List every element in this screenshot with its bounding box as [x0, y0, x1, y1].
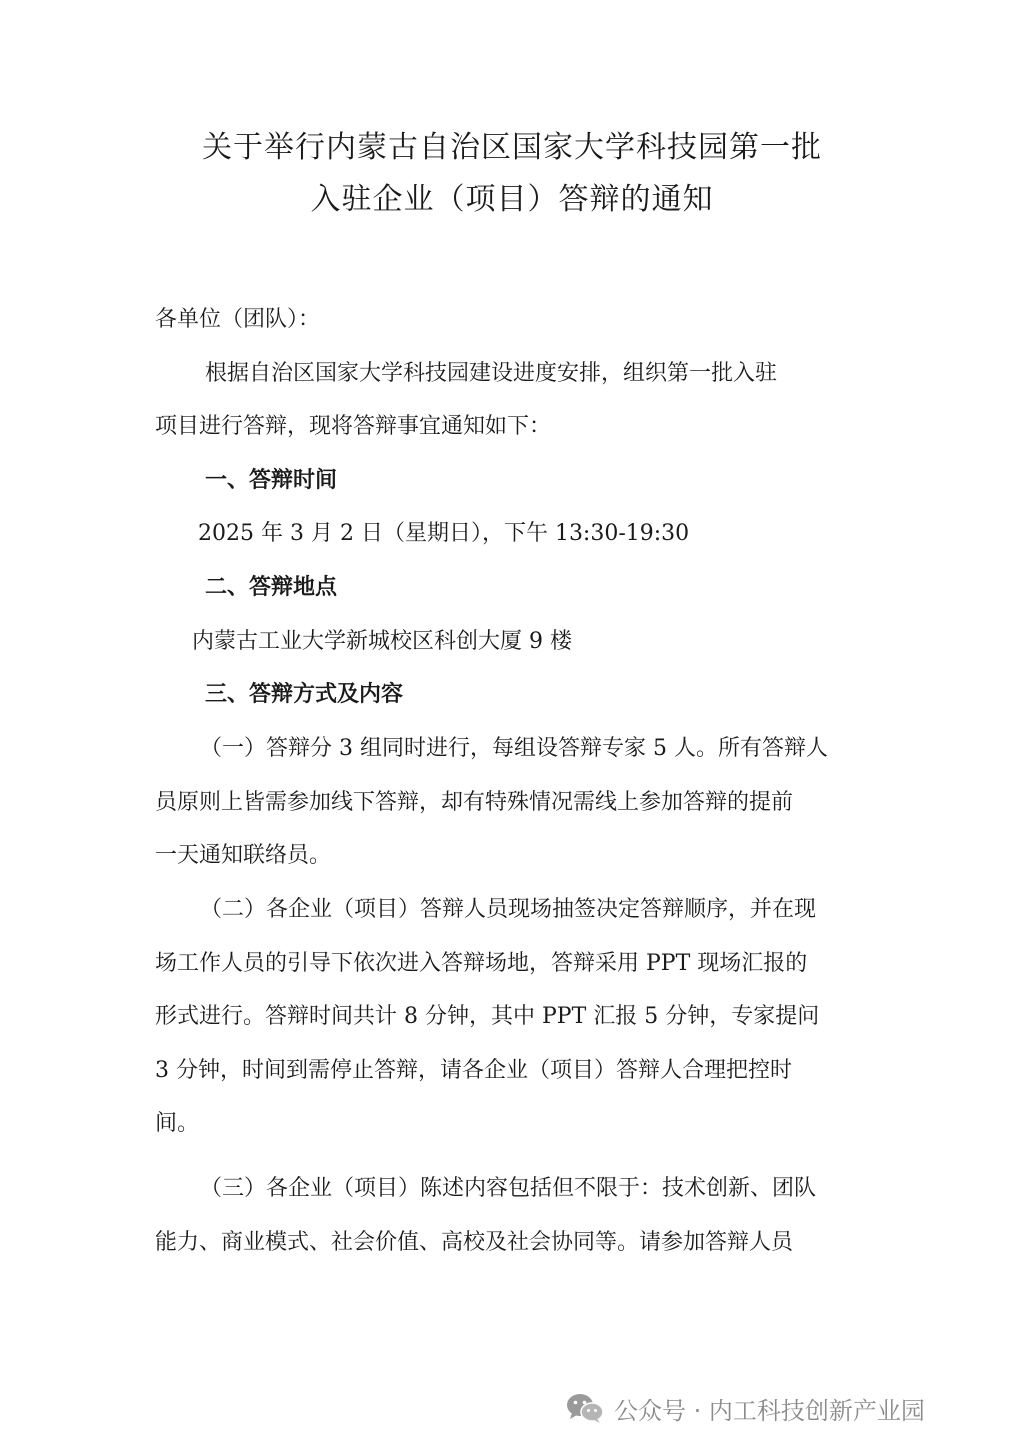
section-3-p2-line-2: 场工作人员的引导下依次进入答辩场地，答辩采用 PPT 现场汇报的 — [155, 951, 808, 976]
document-title-line-2: 入驻企业（项目）答辩的通知 — [310, 182, 714, 217]
intro-line-1: 根据自治区国家大学科技园建设进度安排，组织第一批入驻 — [205, 361, 778, 386]
document-title-line-1: 关于举行内蒙古自治区国家大学科技园第一批 — [202, 130, 822, 165]
section-3-p2-line-3: 形式进行。答辩时间共计 8 分钟，其中 PPT 汇报 5 分钟，专家提问 — [155, 1004, 820, 1029]
section-3-p3-line-1: （三）各企业（项目）陈述内容包括但不限于：技术创新、团队 — [200, 1176, 817, 1201]
section-3-heading: 三、答辩方式及内容 — [205, 682, 404, 707]
intro-line-2: 项目进行答辩，现将答辩事宜通知如下： — [155, 414, 552, 439]
section-3-p1-line-3: 一天通知联络员。 — [155, 843, 332, 868]
salutation: 各单位（团队）： — [155, 307, 321, 332]
section-1-text: 2025 年 3 月 2 日（星期日），下午 13:30-19:30 — [198, 521, 690, 546]
section-3-p1-line-2: 员原则上皆需参加线下答辩，却有特殊情况需线上参加答辩的提前 — [155, 790, 794, 815]
section-3-p2-line-1: （二）各企业（项目）答辩人员现场抽签决定答辩顺序，并在现 — [200, 897, 817, 922]
section-2-text: 内蒙古工业大学新城校区科创大厦 9 楼 — [192, 629, 572, 654]
wechat-icon — [566, 1392, 604, 1424]
section-3-p2-line-5: 间。 — [155, 1111, 200, 1136]
section-3-p3-line-2: 能力、商业模式、社会价值、高校及社会协同等。请参加答辩人员 — [155, 1230, 794, 1255]
watermark-text: 公众号 · 内工科技创新产业园 — [614, 1396, 925, 1425]
section-3-p2-line-4: 3 分钟，时间到需停止答辩，请各企业（项目）答辩人合理把控时 — [155, 1058, 792, 1083]
section-3-p1-line-1: （一）答辩分 3 组同时进行，每组设答辩专家 5 人。所有答辩人 — [200, 736, 828, 761]
section-1-heading: 一、答辩时间 — [205, 468, 338, 493]
section-2-heading: 二、答辩地点 — [205, 575, 338, 600]
wechat-watermark — [566, 1388, 925, 1428]
